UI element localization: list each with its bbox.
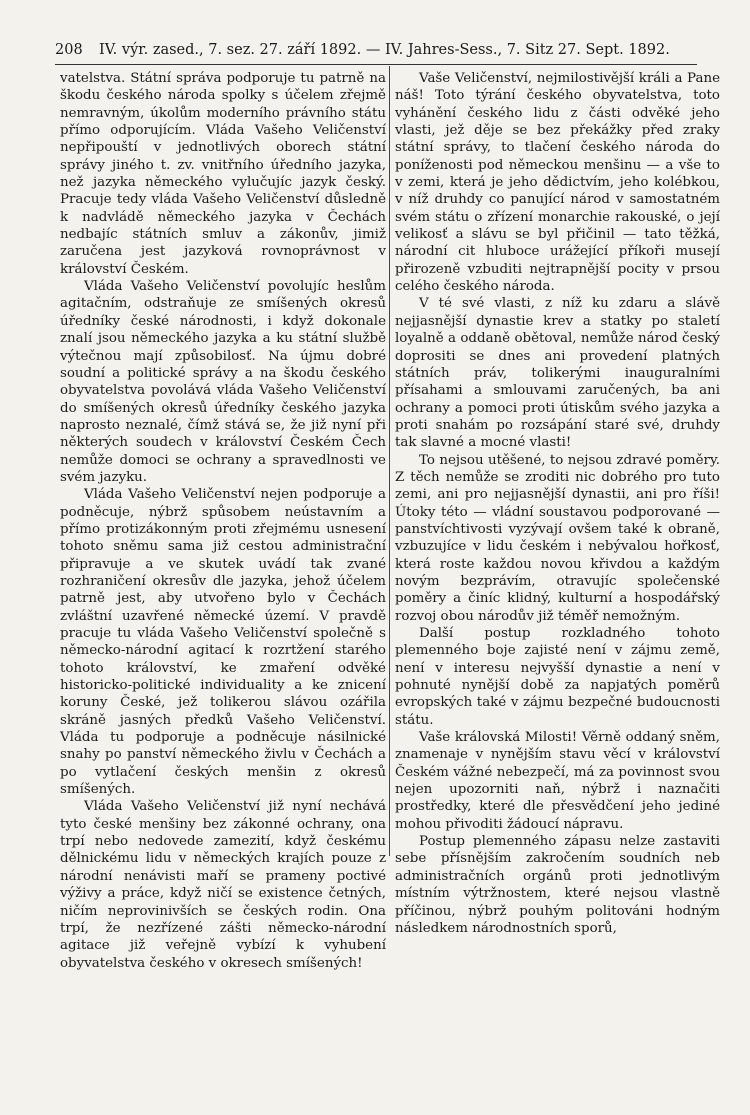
paragraph: vatelstva. Státní správa podporuje tu patrně na škodu českého národa spolky s účelem zřejmě nemravným, úkolům moderního právního státu přímo odporujícím. Vláda Vašeho Veličenství nepřipouští v jednotlivých oborech státní správy jiného t. zv. vnitřního úředního jazyka, než jazyka německého vylučujíc jazyk český. Pracuje tedy vláda Vašeho Veličenství důsledně k nadvládě německého jazyka v Čechách nedbajíc státních smluv a zákonův, jimiž zaručena jest jazyková rovnoprávnost v království Českém. [60, 71, 386, 277]
paragraph: Postup plemenného zápasu nelze zastaviti sebe přísnějším zakročením soudních neb administračních orgánů proti jednotlivým místním výtržnostem, které nejsou vlastně příčinou, nýbrž pouhým politováni hodným následkem národnostních sporů, [395, 834, 720, 936]
column-divider [389, 66, 390, 856]
paragraph: Vaše královská Milosti! Věrně oddaný sněm, znamenaje v nynějším stavu věcí v království Českém vážné nebezpečí, má za povinnost svou nejen upozorniti naň, nýbrž i naznačiti prostředky, které dle přesvědčení jeho jediné mohou přivoditi žádoucí nápravu. [395, 730, 720, 832]
paragraph: To nejsou utěšené, to nejsou zdravé poměry. Z těch nemůže se zroditi nic dobrého pro tuto zemi, ani pro nejjasnější dynastii, ani pro říši! Útoky této — vládní soustavou podporované — panstvíchtivosti vyzývají ovšem také k obraně, vzbuzujíce v lidu českém i nebývalou hořkosť, která roste každou novou křivdou a každým novým bezprávím, otravujíc společenské poměry a činíc klidný, kulturní a hospodářský rozvoj obou národův již téměř nemožným. [395, 452, 720, 624]
header-left-title: IV. výr. zased., 7. sez. 27. září 1892. [99, 42, 362, 58]
right-column [395, 70, 720, 937]
page-number: 208 [55, 42, 83, 58]
paragraph: Další postup rozkladného tohoto plemenného boje zajisté není v zájmu země, není v interesu nejvyšší dynastie a není v pohnuté nynější době za napjatých poměrů evropských také v zájmu bezpečné budoucnosti státu. [395, 626, 720, 728]
paragraph: Vláda Vašeho Veličenství povolujíc heslům agitačním, odstraňuje ze smíšených okresů úředníky české národnosti, i když dokonale znalí jsou německého jazyka a ku státní službě výtečnou mají způsobilosť. Na újmu dobré soudní a politické správy a na škodu českého obyvatelstva povolává vláda Vašeho Veličenství do smíšených okresů úředníky českého jazyka naprosto neznalé, čímž stává se, že již nyní při některých soudech v království Českém Čech nemůže domoci se ochrany a spravedlnosti ve svém jazyku. [60, 279, 386, 485]
page-header [55, 38, 700, 62]
header-rule [55, 64, 697, 65]
paragraph: Vláda Vašeho Veličenství nejen podporuje a podněcuje, nýbrž spůsobem neústavním a přímo protizákonným proti zřejmému usnesení tohoto sněmu sama již cestou administrační připravuje a ve skutek uvádí tak zvané rozhraničení okresův dle jazyka, jehož účelem patrně jest, aby utvořeno bylo v Čechách zvláštní uzavřené německé území. V pravdě pracuje tu vláda Vašeho Veličenství společně s německo-národní agitací k rozrtžení starého tohoto království, ke zmaření odvěké historicko-politické individuality a ke znicení koruny České, jež tolikerou slávou ozářila skráně jasných předků Vašeho Veličenství. Vláda tu podporuje a podněcuje násilnické snahy po panství německého živlu v Čechách a po vytlačení českých menšin z okresů smíšených. [60, 487, 386, 798]
header-separator: — [365, 42, 381, 58]
header-right-title: IV. Jahres-Sess., 7. Sitz 27. Sept. 1892. [384, 42, 670, 58]
paragraph: Vláda Vašeho Veličenství již nyní nechává tyto české menšiny bez zákonné ochrany, ona trpí nebo nedovede zamezití, když českému dělnickému lidu v německých krajích pouze z národní nenávisti maří se prameny poctivé výživy a práce, když ničí se existence četných, ničím neprovinivších se českých rodin. Ona trpí, že nezřízené zášti německo-národní agitace již veřejně vybízí k vyhubení obyvatelstva českého v okresech smíšených! [60, 799, 386, 971]
paragraph: V té své vlasti, z níž ku zdaru a slávě nejjasnější dynastie krev a statky po staletí loyalně a oddaně obětoval, nemůže národ český doprositi se dnes ani provedení platných státních práv, tolikerými inauguralními přísahami a smlouvami zaručených, ba ani ochrany a pomoci proti útiskům svého jazyka a proti snahám po rozsápání staré své, druhdy tak slavné a mocné vlasti! [395, 296, 720, 451]
left-column [60, 70, 386, 972]
paragraph: Vaše Veličenství, nejmilostivější králi a Pane náš! Toto týrání českého obyvatelstva, toto vyhánění českého lidu z části odvěké jeho vlasti, jež děje se bez překážky před zraky státní správy, to tlačení českého národa do poníženosti pod německou menšinu — a vše to v zemi, která je jeho dědictvím, jeho kolébkou, v níž druhdy co panující národ v samostatném svém státu o zřízení monarchie rakouské, o její velikosť a slávu se byl přičinil — tato těžká, národní cit hluboce urážející příkoři musejí přirozeně vzbuditi nejtrapnější pocity v prsou celého českého národa. [395, 71, 720, 295]
